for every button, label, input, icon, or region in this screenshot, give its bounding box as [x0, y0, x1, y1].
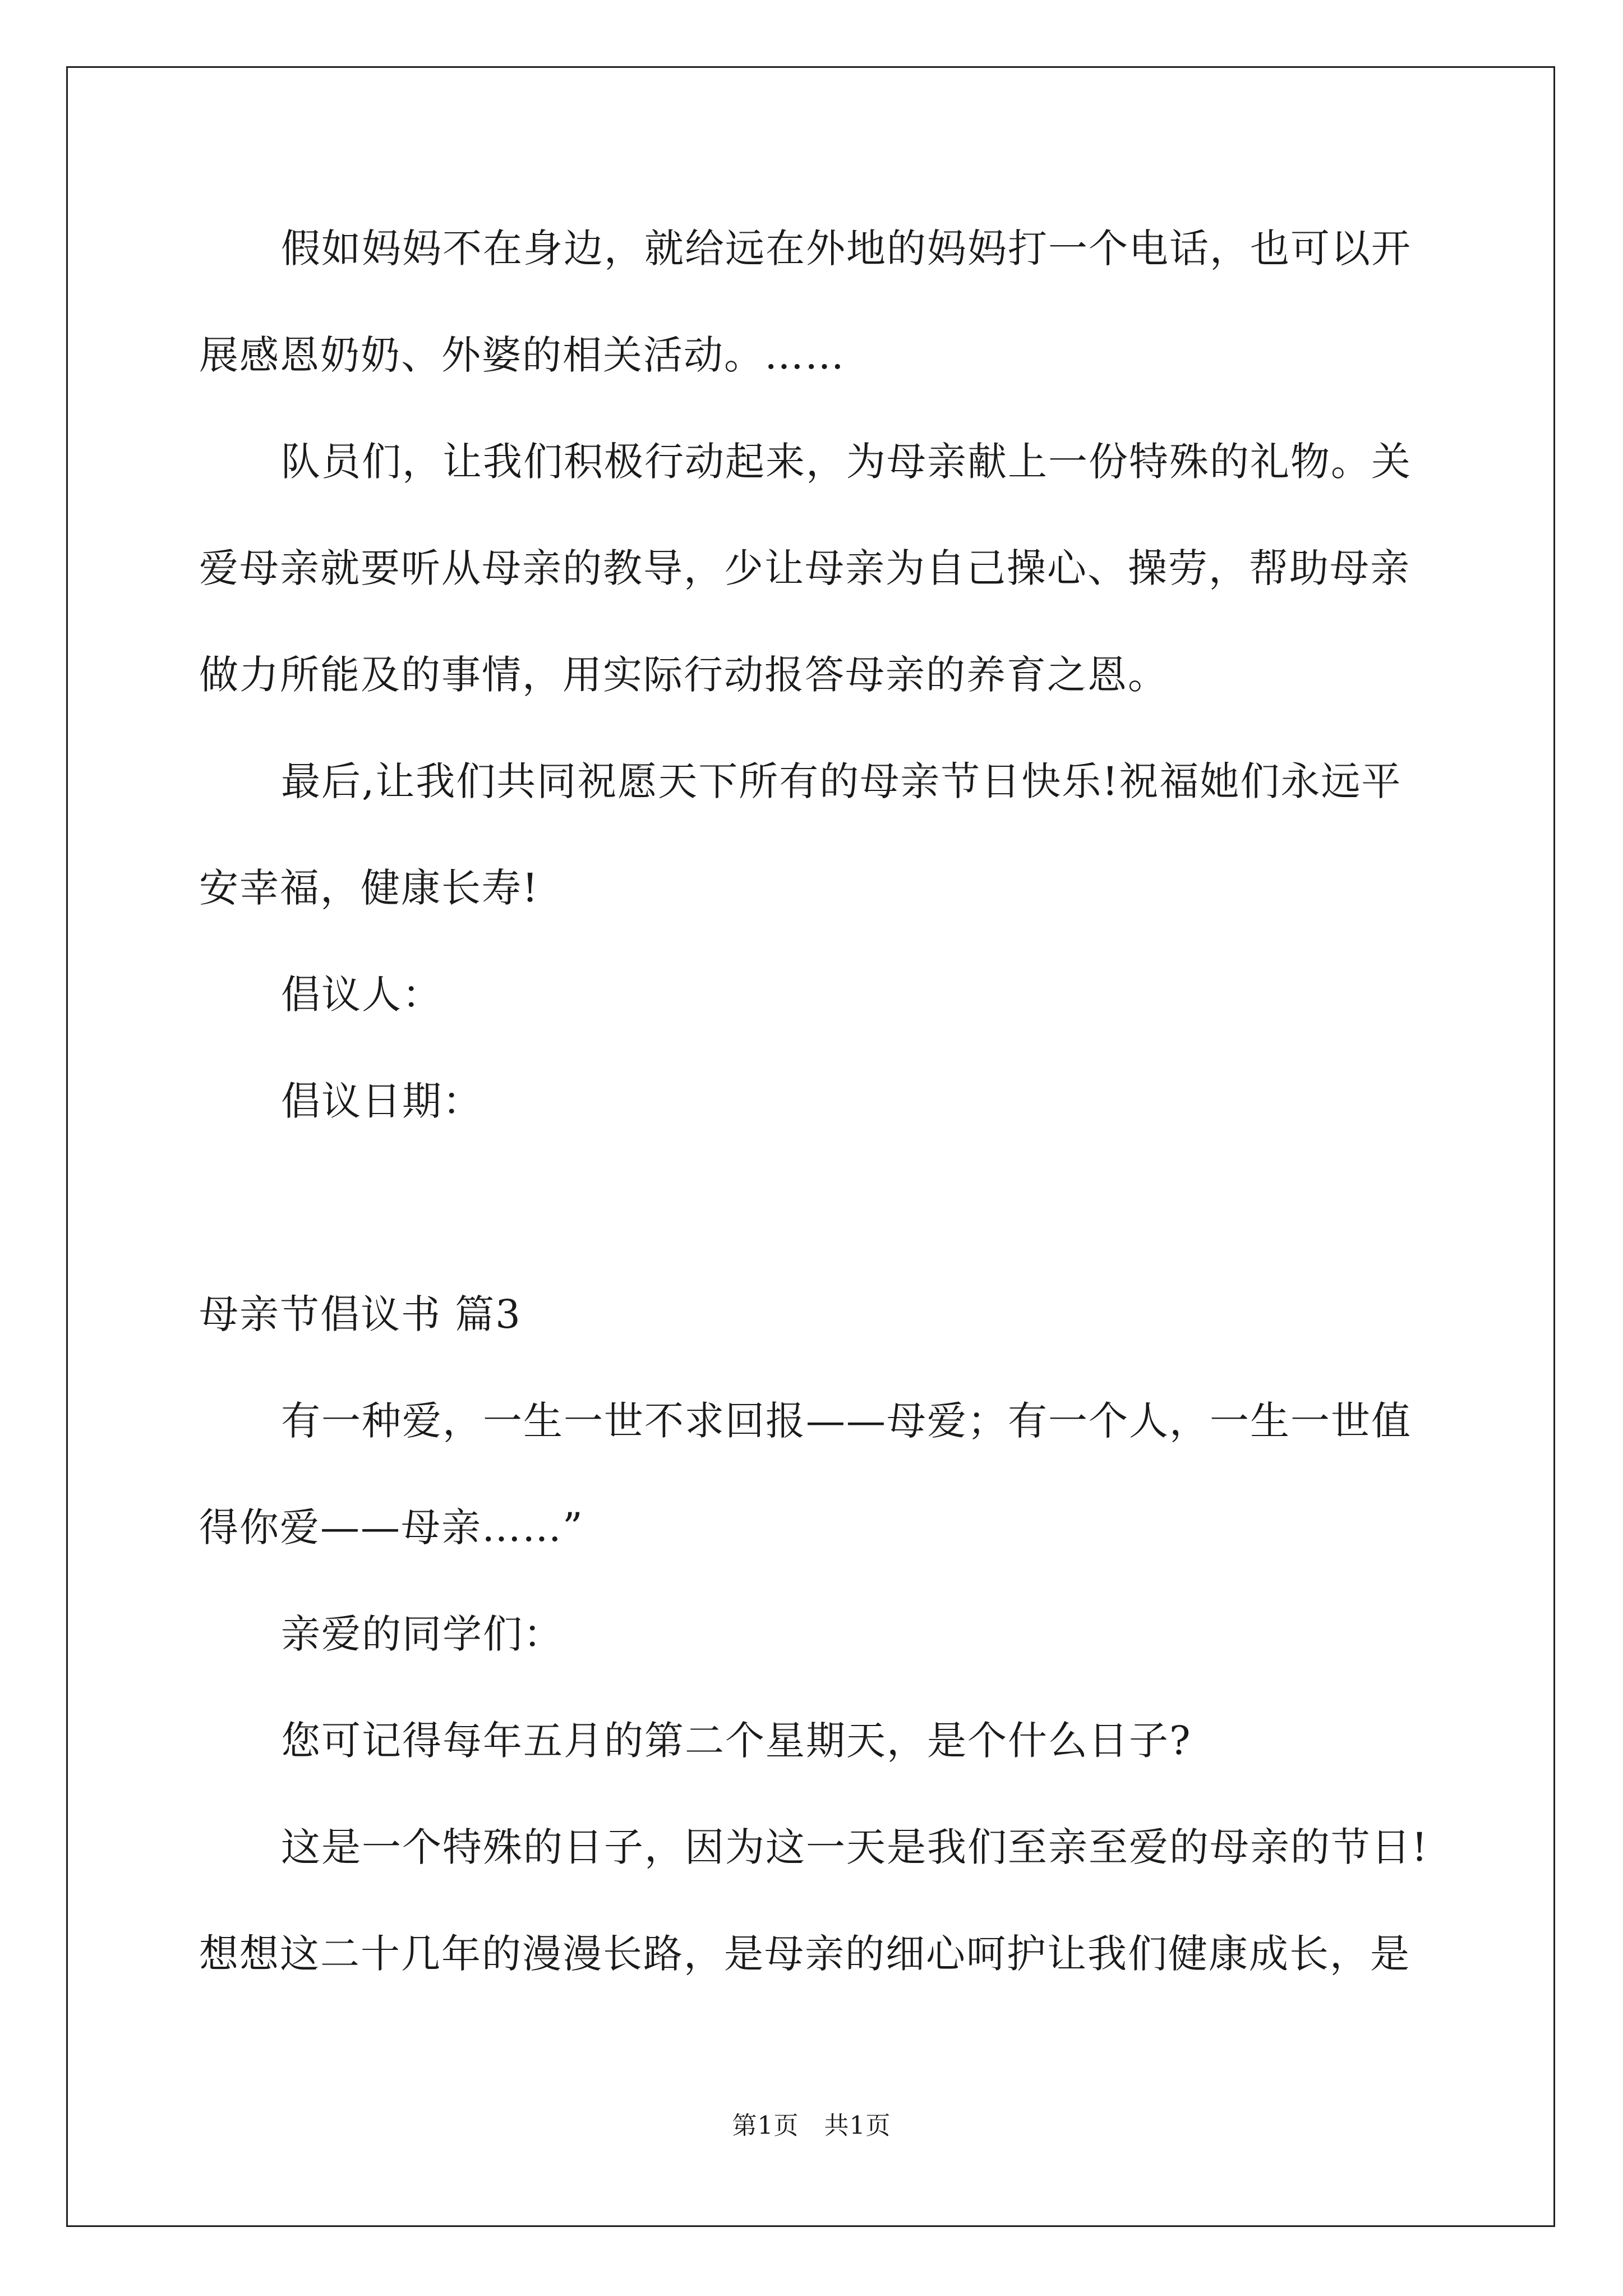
paragraph-line: 爱母亲就要听从母亲的教导，少让母亲为自己操心、操劳，帮助母亲 — [199, 545, 1410, 591]
section-heading: 母亲节倡议书 篇3 — [199, 1291, 522, 1337]
paragraph-line: 这是一个特殊的日子，因为这一天是我们至亲至爱的母亲的节日! — [281, 1824, 1429, 1870]
paragraph-line: 有一种爱，一生一世不求回报——母爱；有一个人，一生一世值 — [281, 1398, 1412, 1444]
paragraph-line: 安幸福，健康长寿! — [199, 865, 540, 911]
paragraph-line: 展感恩奶奶、外婆的相关活动。…… — [199, 332, 845, 378]
paragraph-line: 您可记得每年五月的第二个星期天，是个什么日子? — [281, 1718, 1192, 1764]
page-border — [66, 66, 1555, 2227]
date-label: 倡议日期： — [281, 1078, 483, 1124]
salutation: 亲爱的同学们： — [281, 1611, 564, 1657]
paragraph-line: 做力所能及的事情，用实际行动报答母亲的养育之恩。 — [199, 652, 1168, 698]
paragraph-line: 最后,让我们共同祝愿天下所有的母亲节日快乐!祝福她们永远平 — [281, 758, 1402, 804]
paragraph-line: 得你爱——母亲……” — [199, 1504, 584, 1550]
signer-label: 倡议人： — [281, 972, 442, 1018]
paragraph-line: 队员们，让我们积极行动起来，为母亲献上一份特殊的礼物。关 — [281, 439, 1412, 485]
paragraph-line: 想想这二十几年的漫漫长路，是母亲的细心呵护让我们健康成长，是 — [199, 1931, 1410, 1977]
paragraph-line: 假如妈妈不在身边，就给远在外地的妈妈打一个电话，也可以开 — [281, 226, 1412, 272]
page-number: 第1页 共1页 — [732, 2111, 891, 2140]
